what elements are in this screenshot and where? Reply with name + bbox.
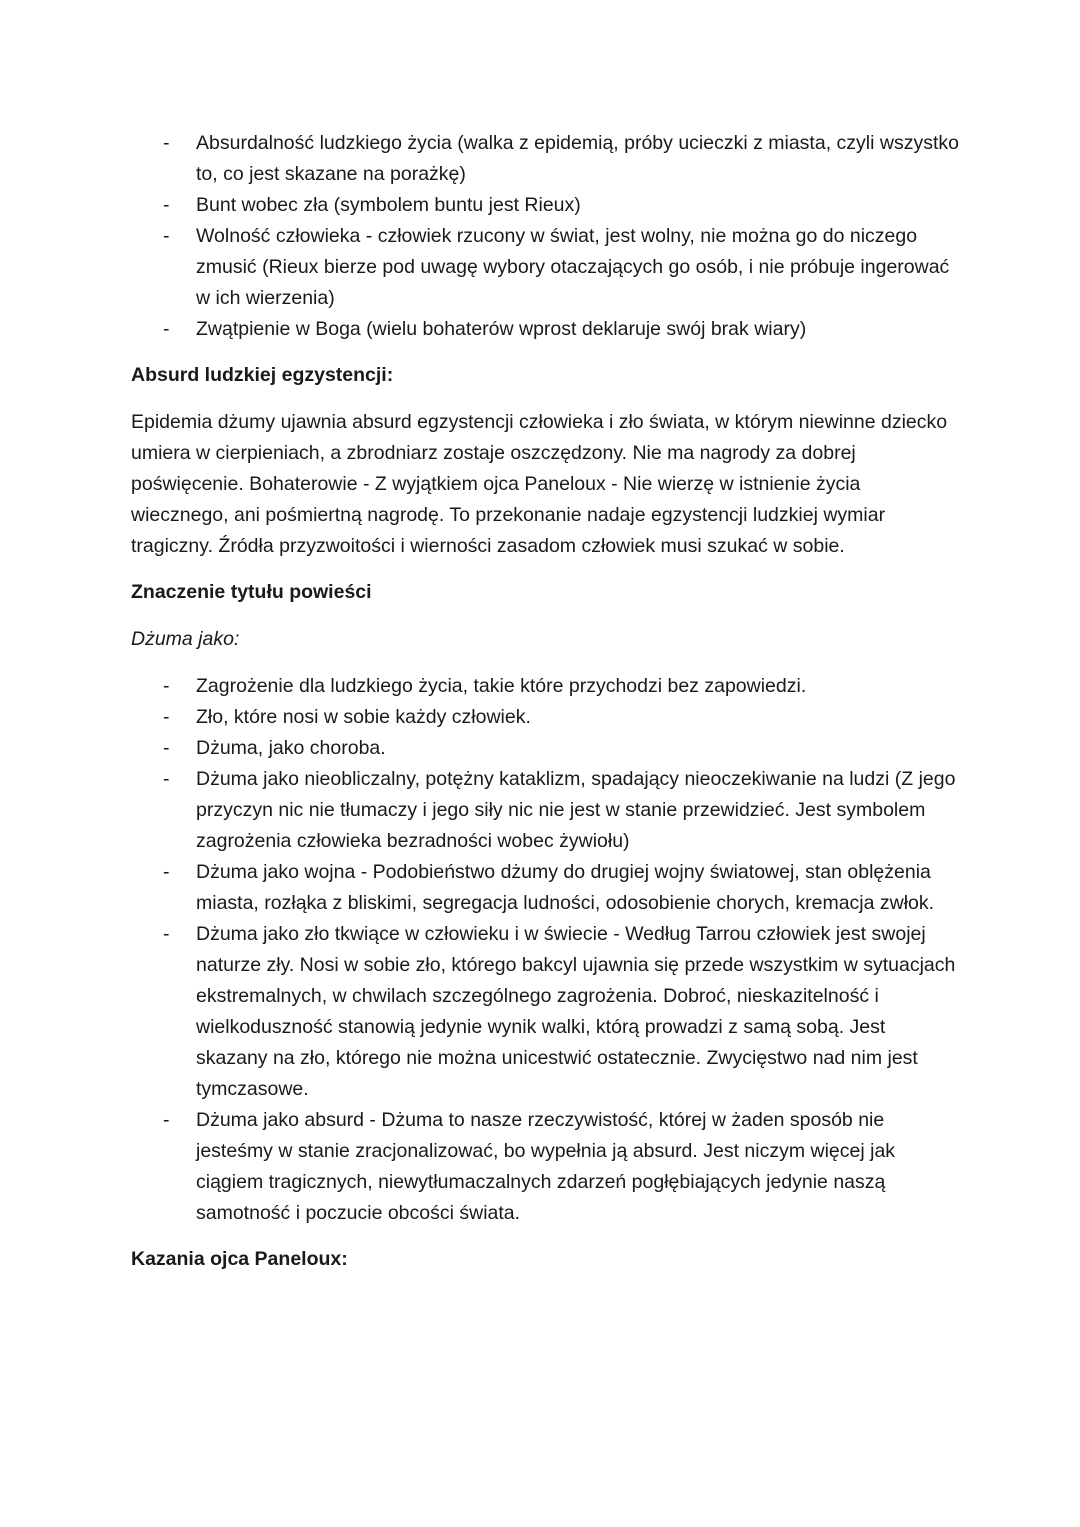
list-item-text: Zagrożenie dla ludzkiego życia, takie które przychodzi bez zapowiedzi.: [196, 675, 807, 697]
bullet-dash: -: [163, 706, 170, 728]
list-item: [131, 919, 961, 1105]
bullet-dash: -: [163, 318, 170, 340]
list-item: [131, 764, 961, 857]
bullet-dash: -: [163, 737, 170, 759]
list-item-text: Absurdalność ludzkiego życia (walka z epidemią, próby ucieczki z miasta, czyli wszystko to, co jest skazane na porażkę): [196, 132, 959, 185]
list-item: [131, 128, 961, 190]
list-item-text: Zło, które nosi w sobie każdy człowiek.: [196, 706, 531, 728]
heading-sermons: Kazania ojca Paneloux:: [131, 1248, 348, 1270]
plague-meanings-list: [131, 671, 961, 1229]
bullet-dash: -: [163, 225, 170, 247]
bullet-dash: -: [163, 861, 170, 883]
bullet-dash: -: [163, 768, 170, 790]
list-item-text: Dżuma jako absurd - Dżuma to nasze rzeczywistość, której w żaden sposób nie jesteśmy w stanie zracjonalizować, bo wypełnia ją absurd. Jest niczym więcej jak ciągiem tragicznych, niewytłumaczalnych zdarzeń pogłębiających jedynie naszą samotność i poczucie obcości świata.: [196, 1109, 896, 1224]
bullet-dash: -: [163, 194, 170, 216]
paragraph-absurd: Epidemia dżumy ujawnia absurd egzystencji człowieka i zło świata, w którym niewinne dziecko umiera w cierpieniach, a zbrodniarz zostaje oszczędzony. Nie ma nagrody za dobrej poświęcenie. Bohaterowie - Z wyjątkiem ojca Paneloux - Nie wierzę w istnienie życia wiecznego, ani pośmiertną nagrodę. To przekonanie nadaje egzystencji ludzkiej wymiar tragiczny. Źródła przyzwoitości i wierności zasadom człowiek musi szukać w sobie.: [131, 411, 948, 557]
list-item: [131, 702, 961, 733]
document-content: [131, 128, 961, 1275]
bullet-dash: -: [163, 132, 170, 154]
list-item-text: Dżuma jako zło tkwiące w człowieku i w świecie - Według Tarrou człowiek jest swojej naturze zły. Nosi w sobie zło, którego bakcyl ujawnia się przede wszystkim w sytuacjach ekstremalnych, w chwilach szczególnego zagrożenia. Dobroć, nieskazitelność i wielkoduszność stanowią jedynie wynik walki, którą prowadzi z samą sobą. Jest skazany na zło, którego nie można unicestwić ostatecznie. Zwycięstwo nad nim jest tymczasowe.: [196, 923, 956, 1100]
list-item: [131, 671, 961, 702]
list-item-text: Wolność człowieka - człowiek rzucony w świat, jest wolny, nie można go do niczego zmusić (Rieux bierze pod uwagę wybory otaczających go osób, i nie próbuje ingerować w ich wierzenia): [196, 225, 950, 309]
bullet-dash: -: [163, 923, 170, 945]
list-item: [131, 857, 961, 919]
heading-title-meaning: Znaczenie tytułu powieści: [131, 581, 372, 603]
list-item-text: Dżuma jako wojna - Podobieństwo dżumy do drugiej wojny światowej, stan oblężenia miasta, rozłąka z bliskimi, segregacja ludności, odosobienie chorych, kremacja zwłok.: [196, 861, 935, 914]
list-item-text: Dżuma jako nieobliczalny, potężny kataklizm, spadający nieoczekiwanie na ludzi (Z jego przyczyn nic nie tłumaczy i jego siły nic nie jest w stanie przewidzieć. Jest symbolem zagrożenia człowieka bezradności wobec żywiołu): [196, 768, 956, 852]
list-item: [131, 1105, 961, 1229]
list-item: [131, 314, 961, 345]
list-item-text: Bunt wobec zła (symbolem buntu jest Rieux): [196, 194, 581, 216]
list-item-text: Dżuma, jako choroba.: [196, 737, 386, 759]
list-item: [131, 221, 961, 314]
subheading-plague-as: Dżuma jako:: [131, 628, 240, 650]
bullet-dash: -: [163, 675, 170, 697]
bullet-dash: -: [163, 1109, 170, 1131]
themes-list: [131, 128, 961, 345]
heading-absurd: Absurd ludzkiej egzystencji:: [131, 364, 394, 386]
list-item: [131, 190, 961, 221]
list-item: [131, 733, 961, 764]
list-item-text: Zwątpienie w Boga (wielu bohaterów wprost deklaruje swój brak wiary): [196, 318, 807, 340]
